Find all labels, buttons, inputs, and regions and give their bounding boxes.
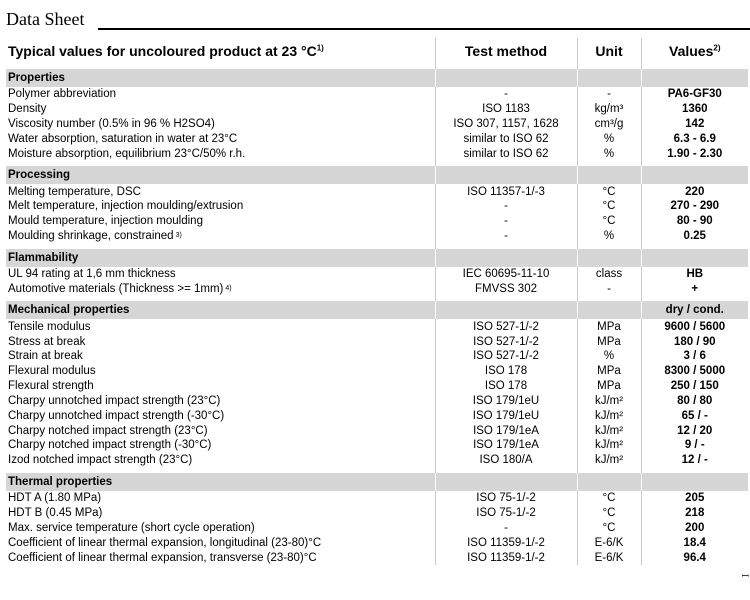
property-name: Flexural strength xyxy=(8,380,94,393)
table-row xyxy=(6,453,748,468)
page-title: Data Sheet xyxy=(6,9,85,29)
test-method: ISO 75-1/-2 xyxy=(435,506,577,521)
unit: MPa xyxy=(577,334,641,349)
property-name: Tensile modulus xyxy=(8,320,91,333)
test-method: - xyxy=(435,87,577,102)
test-method: ISO 179/1eU xyxy=(435,408,577,423)
unit: class xyxy=(577,267,641,282)
test-method: ISO 179/1eA xyxy=(435,438,577,453)
unit: % xyxy=(577,132,641,147)
value: 142 xyxy=(641,117,748,132)
value: 1.90 - 2.30 xyxy=(641,146,748,161)
value: + xyxy=(641,281,748,296)
value: 8300 / 5000 xyxy=(641,364,748,379)
value: 200 xyxy=(641,520,748,535)
property-name: UL 94 rating at 1,6 mm thickness xyxy=(8,268,176,281)
property-name: Coefficient of linear thermal expansion, longitudinal (23-80)°C xyxy=(8,536,322,549)
test-method: IEC 60695-11-10 xyxy=(435,267,577,282)
table-row xyxy=(6,184,748,199)
value: 65 / - xyxy=(641,408,748,423)
value: 270 - 290 xyxy=(641,199,748,214)
value: 3 / 6 xyxy=(641,349,748,364)
header-values-footnote: 2) xyxy=(713,43,721,53)
unit: kJ/m² xyxy=(577,438,641,453)
test-method: - xyxy=(435,214,577,229)
test-method: ISO 307, 1157, 1628 xyxy=(435,117,577,132)
value: 1360 xyxy=(641,102,748,117)
table-row xyxy=(6,535,748,550)
value: 6.3 - 6.9 xyxy=(641,132,748,147)
test-method: FMVSS 302 xyxy=(435,281,577,296)
property-name: Polymer abbreviation xyxy=(8,88,117,101)
property-name: Water absorption, saturation in water at 23°C xyxy=(8,132,238,145)
unit: % xyxy=(577,146,641,161)
test-method: - xyxy=(435,229,577,244)
property-footnote: 3) xyxy=(175,232,182,240)
section-title: Flammability xyxy=(6,249,435,267)
section-header-row xyxy=(6,301,748,319)
section-title: Properties xyxy=(6,69,435,87)
value: 180 / 90 xyxy=(641,334,748,349)
unit: MPa xyxy=(577,319,641,334)
test-method: ISO 178 xyxy=(435,364,577,379)
data-sheet-header xyxy=(6,6,750,32)
section-header-row xyxy=(6,69,748,87)
unit: MPa xyxy=(577,364,641,379)
value: 220 xyxy=(641,184,748,199)
unit: % xyxy=(577,349,641,364)
value: 9600 / 5600 xyxy=(641,319,748,334)
property-name: Izod notched impact strength (23°C) xyxy=(8,454,193,467)
unit: °C xyxy=(577,491,641,506)
value: 12 / 20 xyxy=(641,423,748,438)
test-method: ISO 527-1/-2 xyxy=(435,334,577,349)
table-row xyxy=(6,146,748,161)
unit: MPa xyxy=(577,379,641,394)
unit: E-6/K xyxy=(577,550,641,565)
property-name: Moisture absorption, equilibrium 23°C/50% r.h. xyxy=(8,147,246,160)
header-property-footnote: 1) xyxy=(316,43,324,53)
test-method: - xyxy=(435,520,577,535)
unit: kJ/m² xyxy=(577,453,641,468)
property-name: HDT B (0.45 MPa) xyxy=(8,506,103,519)
section-title: Thermal properties xyxy=(6,473,435,491)
property-name: Strain at break xyxy=(8,350,83,363)
value: 218 xyxy=(641,506,748,521)
section-title: Processing xyxy=(6,166,435,184)
table-row xyxy=(6,438,748,453)
table-row xyxy=(6,117,748,132)
property-footnote: 4) xyxy=(225,284,232,292)
test-method: ISO 11359-1/-2 xyxy=(435,550,577,565)
test-method: ISO 178 xyxy=(435,379,577,394)
property-name: Automotive materials (Thickness >= 1mm) 4) xyxy=(8,282,232,295)
test-method: similar to ISO 62 xyxy=(435,132,577,147)
test-method: ISO 180/A xyxy=(435,453,577,468)
property-name: Coefficient of linear thermal expansion, transverse (23-80)°C xyxy=(8,551,317,564)
test-method: ISO 527-1/-2 xyxy=(435,349,577,364)
section-value-header xyxy=(641,166,748,184)
table-row xyxy=(6,349,748,364)
unit: - xyxy=(577,87,641,102)
property-name: Moulding shrinkage, constrained 3) xyxy=(8,230,182,243)
test-method: ISO 1183 xyxy=(435,102,577,117)
section-value-header xyxy=(641,69,748,87)
header-test-method: Test method xyxy=(435,38,577,64)
table-row xyxy=(6,550,748,565)
value: 0.25 xyxy=(641,229,748,244)
section-value-header xyxy=(641,473,748,491)
data-sheet-table xyxy=(6,38,748,565)
table-row xyxy=(6,364,748,379)
property-name: Melting temperature, DSC xyxy=(8,185,141,198)
test-method: ISO 179/1eA xyxy=(435,423,577,438)
test-method: ISO 179/1eU xyxy=(435,394,577,409)
value: 12 / - xyxy=(641,453,748,468)
property-name: Flexural modulus xyxy=(8,365,96,378)
unit: °C xyxy=(577,520,641,535)
unit: kJ/m² xyxy=(577,423,641,438)
table-row xyxy=(6,281,748,296)
table-row xyxy=(6,319,748,334)
test-method: ISO 527-1/-2 xyxy=(435,319,577,334)
unit: kJ/m² xyxy=(577,394,641,409)
property-name: Density xyxy=(8,103,47,116)
header-unit: Unit xyxy=(577,38,641,64)
unit: E-6/K xyxy=(577,535,641,550)
table-body xyxy=(6,64,748,565)
property-name: Mould temperature, injection moulding xyxy=(8,215,203,228)
property-name: Viscosity number (0.5% in 96 % H2SO4) xyxy=(8,118,215,131)
section-header-row xyxy=(6,249,748,267)
edge-marker: ꟷ xyxy=(741,571,749,581)
value: 96.4 xyxy=(641,550,748,565)
unit: - xyxy=(577,281,641,296)
table-row xyxy=(6,379,748,394)
section-header-row xyxy=(6,166,748,184)
unit: °C xyxy=(577,214,641,229)
header-values: Values$^{2)}$ xyxy=(641,38,748,64)
table-row xyxy=(6,87,748,102)
unit: kJ/m² xyxy=(577,408,641,423)
test-method: - xyxy=(435,199,577,214)
section-value-header: dry / cond. xyxy=(641,301,748,319)
table-header-row xyxy=(6,38,748,64)
property-name: Melt temperature, injection moulding/extrusion xyxy=(8,200,244,213)
value: 205 xyxy=(641,491,748,506)
test-method: ISO 75-1/-2 xyxy=(435,491,577,506)
unit: °C xyxy=(577,199,641,214)
unit: kg/m³ xyxy=(577,102,641,117)
table-row xyxy=(6,520,748,535)
table-row xyxy=(6,214,748,229)
value: HB xyxy=(641,267,748,282)
table-row xyxy=(6,408,748,423)
value: 80 / 80 xyxy=(641,394,748,409)
title-rule xyxy=(98,28,750,30)
unit: % xyxy=(577,229,641,244)
unit: °C xyxy=(577,184,641,199)
section-title: Mechanical properties xyxy=(6,301,435,319)
section-value-header xyxy=(641,249,748,267)
table-row xyxy=(6,229,748,244)
table-row xyxy=(6,423,748,438)
property-name: Stress at break xyxy=(8,335,86,348)
table-row xyxy=(6,102,748,117)
value: 9 / - xyxy=(641,438,748,453)
property-name: Charpy notched impact strength (-30°C) xyxy=(8,439,212,452)
test-method: similar to ISO 62 xyxy=(435,146,577,161)
value: 80 - 90 xyxy=(641,214,748,229)
header-property: Typical values for uncoloured product at 23 $^\circ C^{1)}$ xyxy=(8,43,324,59)
property-name: HDT A (1.80 MPa) xyxy=(8,492,102,505)
table-row xyxy=(6,267,748,282)
table-row xyxy=(6,334,748,349)
value: PA6-GF30 xyxy=(641,87,748,102)
table-row xyxy=(6,394,748,409)
unit: °C xyxy=(577,506,641,521)
test-method: ISO 11359-1/-2 xyxy=(435,535,577,550)
table-row xyxy=(6,506,748,521)
test-method: ISO 11357-1/-3 xyxy=(435,184,577,199)
property-name: Max. service temperature (short cycle operation) xyxy=(8,521,255,534)
table-row xyxy=(6,199,748,214)
property-name: Charpy unnotched impact strength (-30°C) xyxy=(8,409,225,422)
value: 18.4 xyxy=(641,535,748,550)
table-row xyxy=(6,491,748,506)
section-header-row xyxy=(6,473,748,491)
value: 250 / 150 xyxy=(641,379,748,394)
unit: cm³/g xyxy=(577,117,641,132)
table-row xyxy=(6,132,748,147)
property-name: Charpy unnotched impact strength (23°C) xyxy=(8,394,221,407)
property-name: Charpy notched impact strength (23°C) xyxy=(8,424,208,437)
